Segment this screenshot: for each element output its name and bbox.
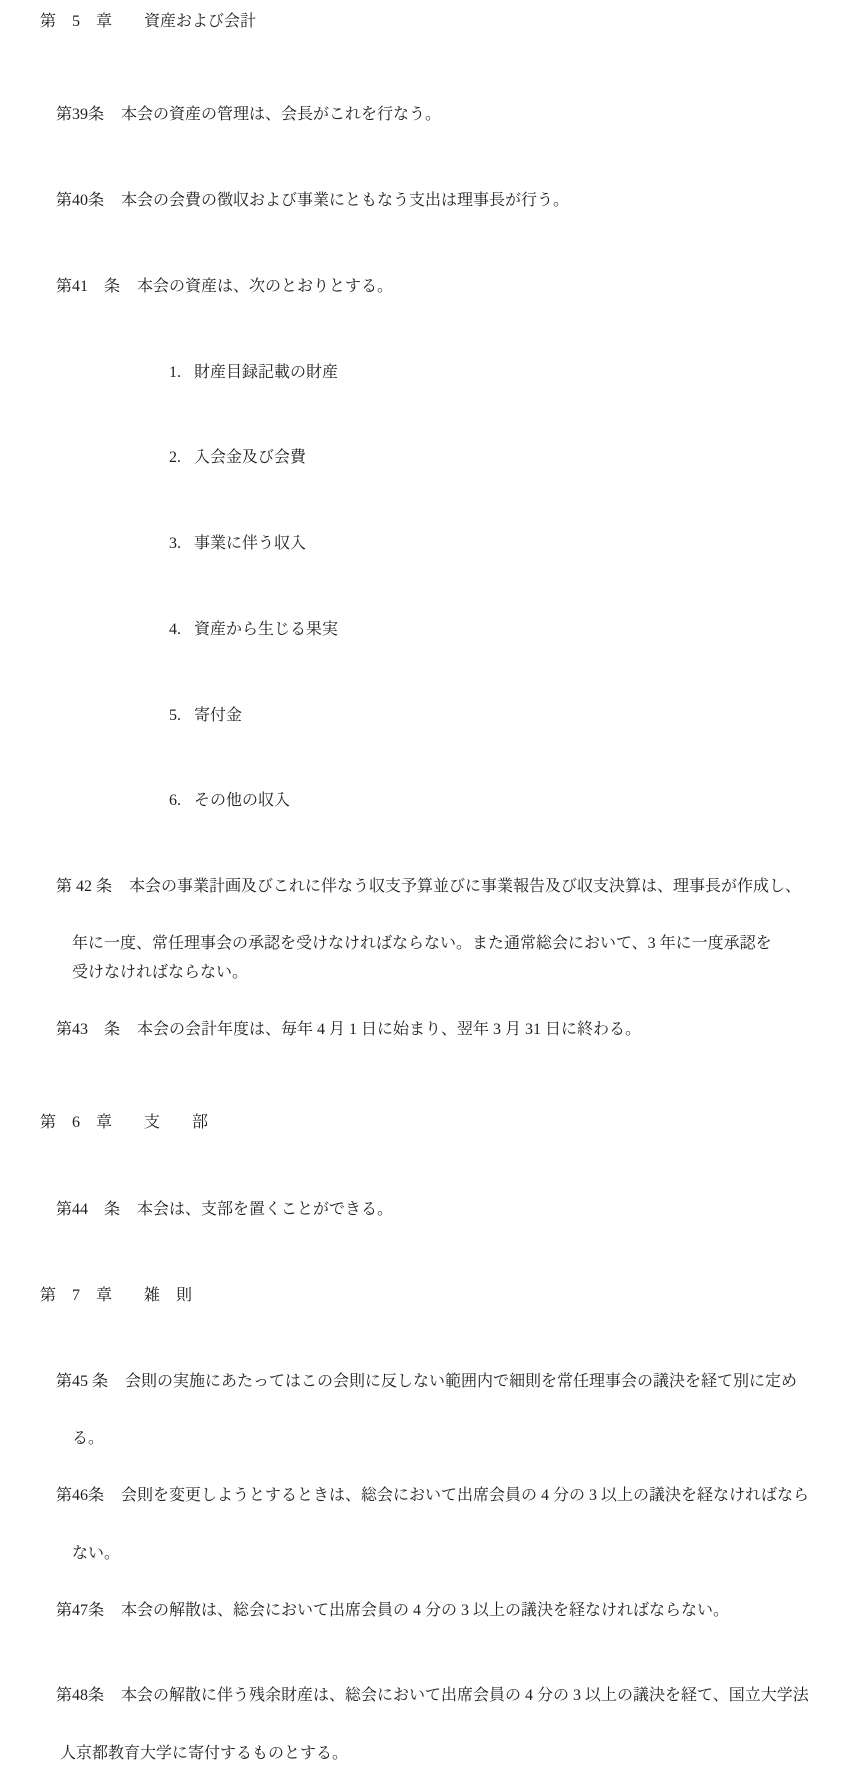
article-41-label: 第41 条: [56, 277, 121, 295]
article-40-label: 第40条: [56, 191, 105, 209]
article-46-text-line1: 会則を変更しようとするときは、総会において出席会員の 4 分の 3 以上の議決を経なければなら: [121, 1487, 810, 1505]
article-39-text: 本会の資産の管理は、会長がこれを行なう。: [121, 106, 442, 124]
chapter6-heading: 第 6 章 支 部: [40, 1114, 209, 1132]
article-46: [40, 1454, 809, 1540]
asset-list-item-5: [153, 673, 242, 759]
asset-list-item-2: [153, 416, 306, 502]
article-43: [40, 988, 641, 1074]
article-45-text-line2: る。: [72, 1430, 105, 1448]
asset-list-item-2-text: 入会金及び会費: [194, 449, 307, 467]
asset-list-item-4-number: 4.: [169, 620, 181, 638]
article-47-text: 本会の解散は、総会において出席会員の 4 分の 3 以上の議決を経なければならない。: [121, 1601, 730, 1619]
asset-list-item-1-number: 1.: [169, 363, 181, 381]
article-44-label: 第44 条: [56, 1200, 121, 1218]
chapter5-heading: 第 5 章 資産および会計: [40, 13, 257, 30]
asset-list-item-6-text: その他の収入: [194, 792, 291, 810]
article-46-label: 第46条: [56, 1487, 105, 1505]
article-47: [40, 1568, 729, 1654]
article-45-label: 第45 条: [56, 1372, 109, 1390]
asset-list-item-3-number: 3.: [169, 535, 181, 553]
article-48: [40, 1654, 809, 1740]
asset-list-item-5-number: 5.: [169, 706, 181, 724]
article-41-text: 本会の資産は、次のとおりとする。: [137, 277, 394, 295]
article-48-text-line1: 本会の解散に伴う残余財産は、総会において出席会員の 4 分の 3 以上の議決を経て、国立大学法: [121, 1687, 809, 1705]
article-42: [40, 845, 801, 931]
asset-list-item-5-text: 寄付金: [194, 706, 243, 724]
chapter7-heading: 第 7 章 雑 則: [40, 1286, 193, 1304]
article-42-label: 第 42 条: [56, 878, 113, 896]
asset-list-item-3: [153, 502, 306, 588]
asset-list-item-4-text: 資産から生じる果実: [194, 620, 339, 638]
article-42-text-line2: 年に一度、常任理事会の承認を受けなければならない。また通常総会において、3 年に一度承認を: [72, 935, 772, 953]
article-44: [40, 1167, 393, 1253]
article-41: [40, 244, 393, 330]
article-42-text-line1: 本会の事業計画及びこれに伴なう収支予算並びに事業報告及び収支決算は、理事長が作成し、: [129, 878, 802, 896]
asset-list-item-2-number: 2.: [169, 449, 181, 467]
article-43-label: 第43 条: [56, 1021, 121, 1039]
article-46-text-line2: ない。: [72, 1544, 121, 1562]
article-39: [40, 73, 441, 159]
article-40-text: 本会の会費の徴収および事業にともなう支出は理事長が行う。: [121, 191, 570, 209]
asset-list-item-1-text: 財産目録記載の財産: [194, 363, 339, 381]
asset-list-item-4: [153, 587, 338, 673]
asset-list-item-6-number: 6.: [169, 792, 181, 810]
article-42-text-line3: 受けなければならない。: [72, 964, 249, 981]
article-45-text-line1: 会則の実施にあたってはこの会則に反しない範囲内で細則を常任理事会の議決を経て別に定め: [125, 1372, 798, 1390]
asset-list-item-6: [153, 759, 290, 845]
asset-list-item-1: [153, 330, 338, 416]
asset-list-item-3-text: 事業に伴う収入: [194, 535, 307, 553]
article-47-label: 第47条: [56, 1601, 105, 1619]
article-44-text: 本会は、支部を置くことができる。: [137, 1200, 394, 1218]
article-39-label: 第39条: [56, 106, 105, 124]
article-43-text: 本会の会計年度は、毎年 4 月 1 日に始まり、翌年 3 月 31 日に終わる。: [137, 1021, 642, 1039]
article-48-text-line2: 人京都教育大学に寄付するものとする。: [60, 1744, 349, 1762]
article-45: [40, 1339, 797, 1425]
article-40: [40, 158, 569, 244]
article-48-label: 第48条: [56, 1687, 105, 1705]
